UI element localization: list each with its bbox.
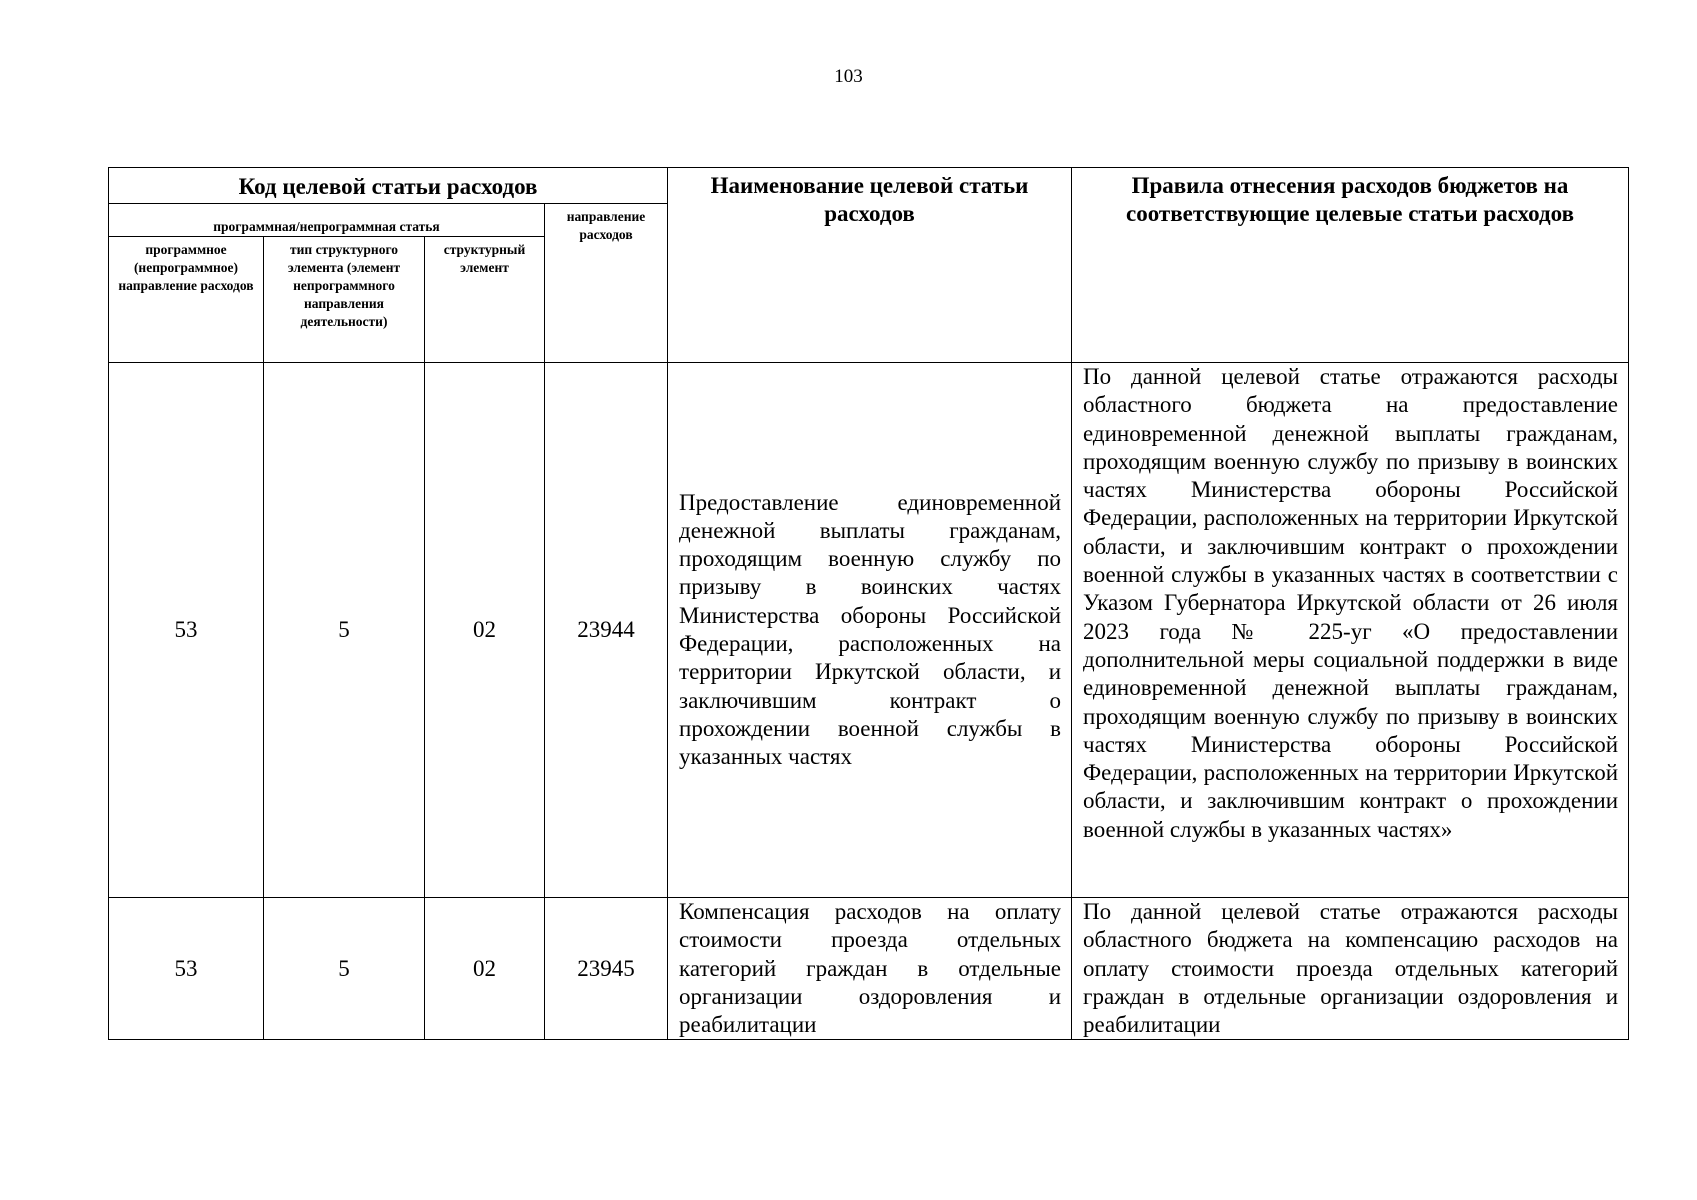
header-direction-column: направление расходов — [545, 204, 668, 363]
program-code-cell: 53 — [109, 363, 264, 898]
table-row — [109, 363, 1629, 898]
header-name-column: Наименование целевой статьи расходов — [668, 168, 1072, 363]
element-code-cell: 02 — [425, 898, 545, 1040]
type-code-cell: 5 — [264, 363, 425, 898]
element-code-cell: 02 — [425, 363, 545, 898]
page-number: 103 — [834, 66, 863, 87]
article-rules-cell: По данной целевой статье отражаются расходы областного бюджета на компенсацию расходов на оплату стоимости проезда отдельных категорий граждан в отдельные организации оздоровления и реабилитации — [1072, 898, 1629, 1040]
type-code-cell: 5 — [264, 898, 425, 1040]
direction-code-cell: 23944 — [545, 363, 668, 898]
article-name-cell: Компенсация расходов на оплату стоимости проезда отдельных категорий граждан в отдельные организации оздоровления и реабилитации — [668, 898, 1072, 1040]
header-rules-column: Правила отнесения расходов бюджетов на соответствующие целевые статьи расходов — [1072, 168, 1629, 363]
header-type-column: тип структурного элемента (элемент непрограммного направления деятельности) — [264, 237, 425, 363]
target-articles-table — [108, 167, 1629, 1040]
program-code-cell: 53 — [109, 898, 264, 1040]
direction-code-cell: 23945 — [545, 898, 668, 1040]
header-program-column: программное (непрограммное) направление расходов — [109, 237, 264, 363]
header-code-title: Код целевой статьи расходов — [109, 168, 668, 204]
article-name-cell: Предоставление единовременной денежной выплаты гражданам, проходящим военную службу по призыву в воинских частях Министерства обороны Российской Федерации, расположенных на территории Иркутской области, и заключившим контракт о прохождении военной службы в указанных частях — [668, 363, 1072, 898]
header-element-column: структурный элемент — [425, 237, 545, 363]
table-row — [109, 898, 1629, 1040]
header-program-article: программная/непрограммная статья — [109, 204, 545, 237]
header-row-1 — [109, 168, 1629, 204]
article-rules-cell: По данной целевой статье отражаются расходы областного бюджета на предоставление единовременной денежной выплаты гражданам, проходящим военную службу по призыву в воинских частях Министерства обороны Российской Федерации, расположенных на территории Иркутской области, и заключившим контракт о прохождении военной службы в указанных частях в соответствии с Указом Губернатора Иркутской области от 26 июля 2023 года № 225-уг «О предоставлении дополнительной меры социальной поддержки в виде единовременной денежной выплаты гражданам, проходящим военную службу по призыву в воинских частях Министерства обороны Российской Федерации, расположенных на территории Иркутской области, и заключившим контракт о прохождении военной службы в указанных частях» — [1072, 363, 1629, 898]
